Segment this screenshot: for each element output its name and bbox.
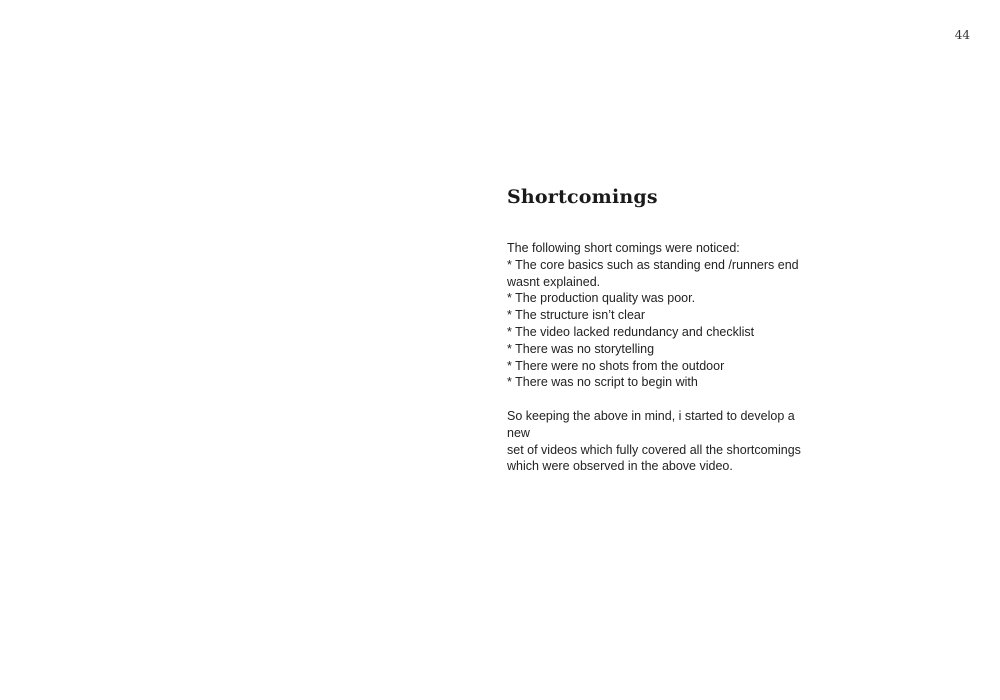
intro-line: * The core basics such as standing end /runners end bbox=[507, 257, 799, 272]
intro-line: * There was no script to begin with bbox=[507, 375, 698, 390]
intro-line: * There was no storytelling bbox=[507, 341, 655, 356]
conclusion-line: set of videos which fully covered all the shortcomings bbox=[507, 442, 801, 457]
page-number: 44 bbox=[954, 28, 970, 42]
paragraph-spacer bbox=[507, 391, 807, 408]
intro-line: The following short comings were noticed: bbox=[507, 241, 740, 255]
intro-paragraph bbox=[507, 240, 807, 391]
shortcomings-section bbox=[507, 186, 807, 475]
intro-line: * The production quality was poor. bbox=[507, 291, 696, 306]
intro-line: wasnt explained. bbox=[507, 274, 601, 289]
intro-line: * The video lacked redundancy and checklist bbox=[507, 324, 755, 339]
conclusion-line: which were observed in the above video. bbox=[507, 459, 733, 474]
conclusion-paragraph bbox=[507, 408, 807, 475]
conclusion-line: So keeping the above in mind, i started to develop a new bbox=[507, 408, 795, 440]
intro-line: * There were no shots from the outdoor bbox=[507, 358, 725, 373]
section-title: Shortcomings bbox=[507, 186, 658, 208]
intro-line: * The structure isn’t clear bbox=[507, 308, 646, 323]
